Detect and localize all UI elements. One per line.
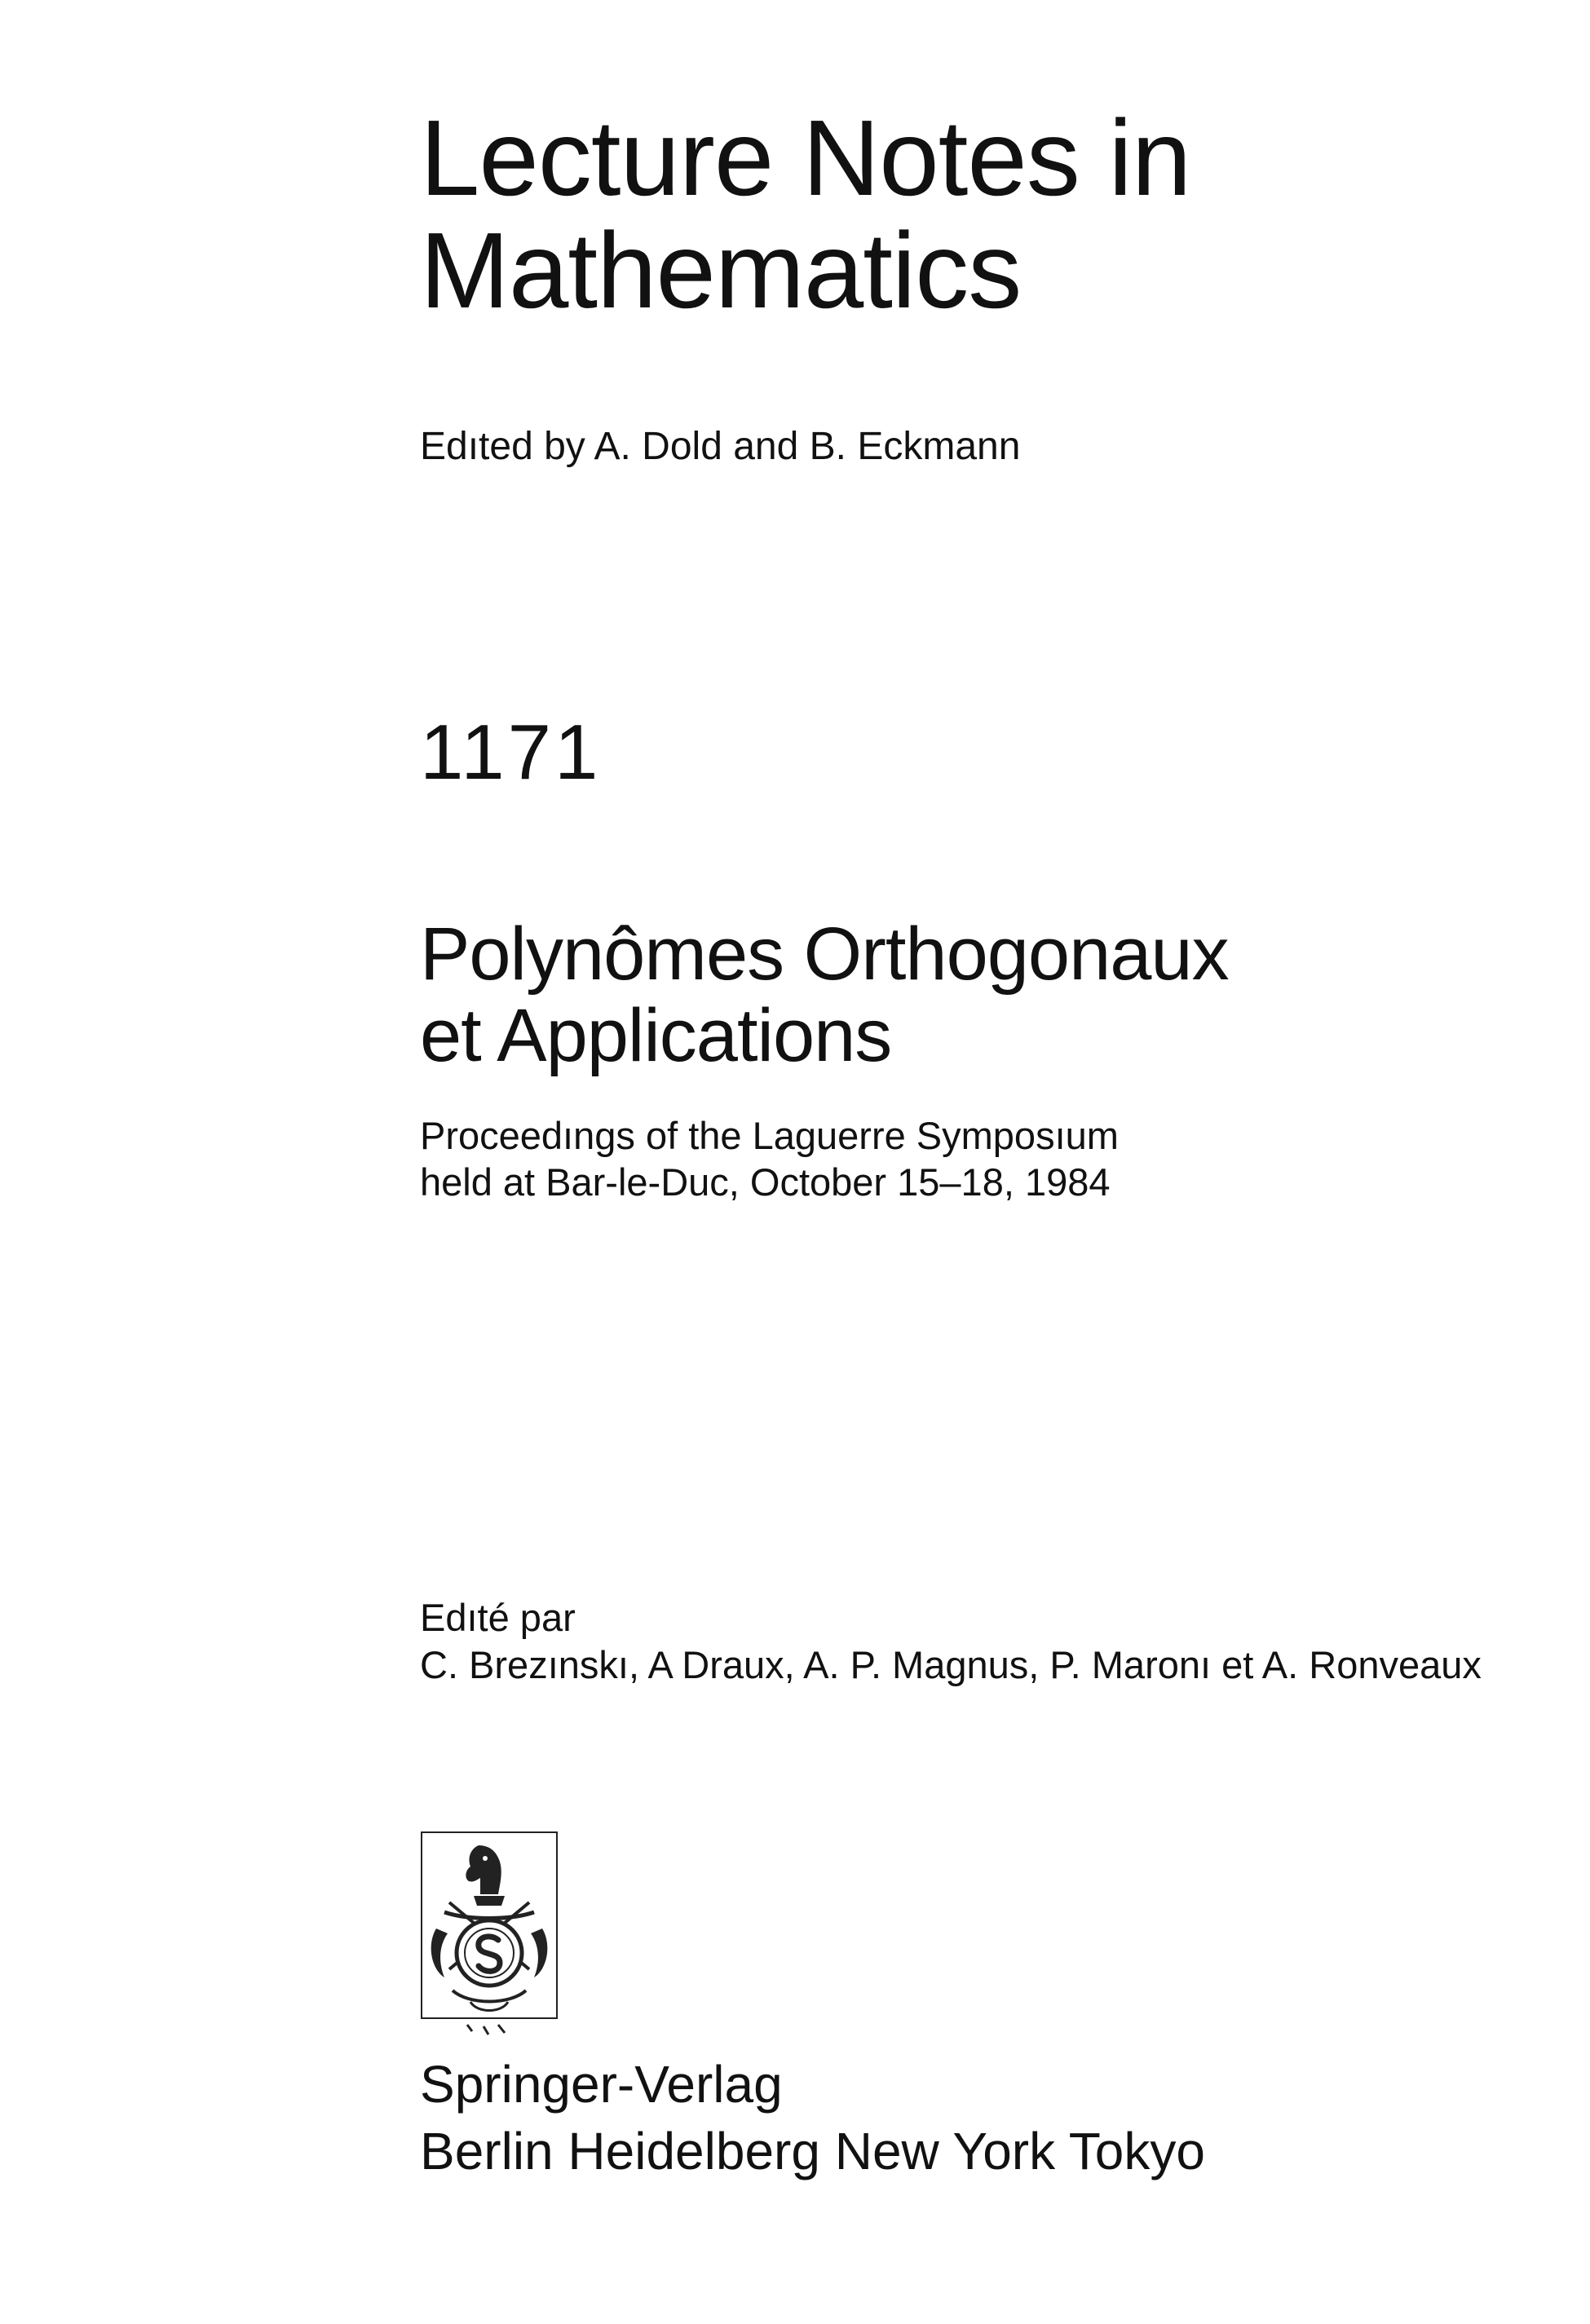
volume-editors-label: Edıté par	[420, 1596, 576, 1639]
series-title-line1: Lecture Notes in	[420, 98, 1191, 218]
volume-editors	[420, 1594, 1482, 1689]
book-title-line2: et Applications	[420, 994, 892, 1077]
series-title	[420, 98, 1191, 330]
volume-number: 1171	[420, 709, 602, 796]
book-subtitle-line1: Proceedıngs of the Laguerre Symposıum	[420, 1114, 1119, 1157]
series-title-line2: Mathematics	[420, 210, 1022, 330]
book-subtitle-line2: held at Bar-le-Duc, October 15–18, 1984	[420, 1160, 1111, 1204]
book-title	[420, 913, 1229, 1076]
book-subtitle	[420, 1112, 1119, 1205]
publisher	[420, 2051, 1205, 2185]
volume-editors-names: C. Brezınskı, A Draux, A. P. Magnus, P. Maronı et A. Ronveaux	[420, 1643, 1482, 1686]
book-title-line1: Polynômes Orthogonaux	[420, 912, 1229, 996]
publisher-cities: Berlin Heidelberg New York Tokyo	[420, 2122, 1205, 2180]
springer-logo-icon	[420, 1831, 559, 2039]
series-editors: Edıted by A. Dold and B. Eckmann	[420, 425, 1021, 468]
publisher-name: Springer-Verlag	[420, 2055, 783, 2114]
